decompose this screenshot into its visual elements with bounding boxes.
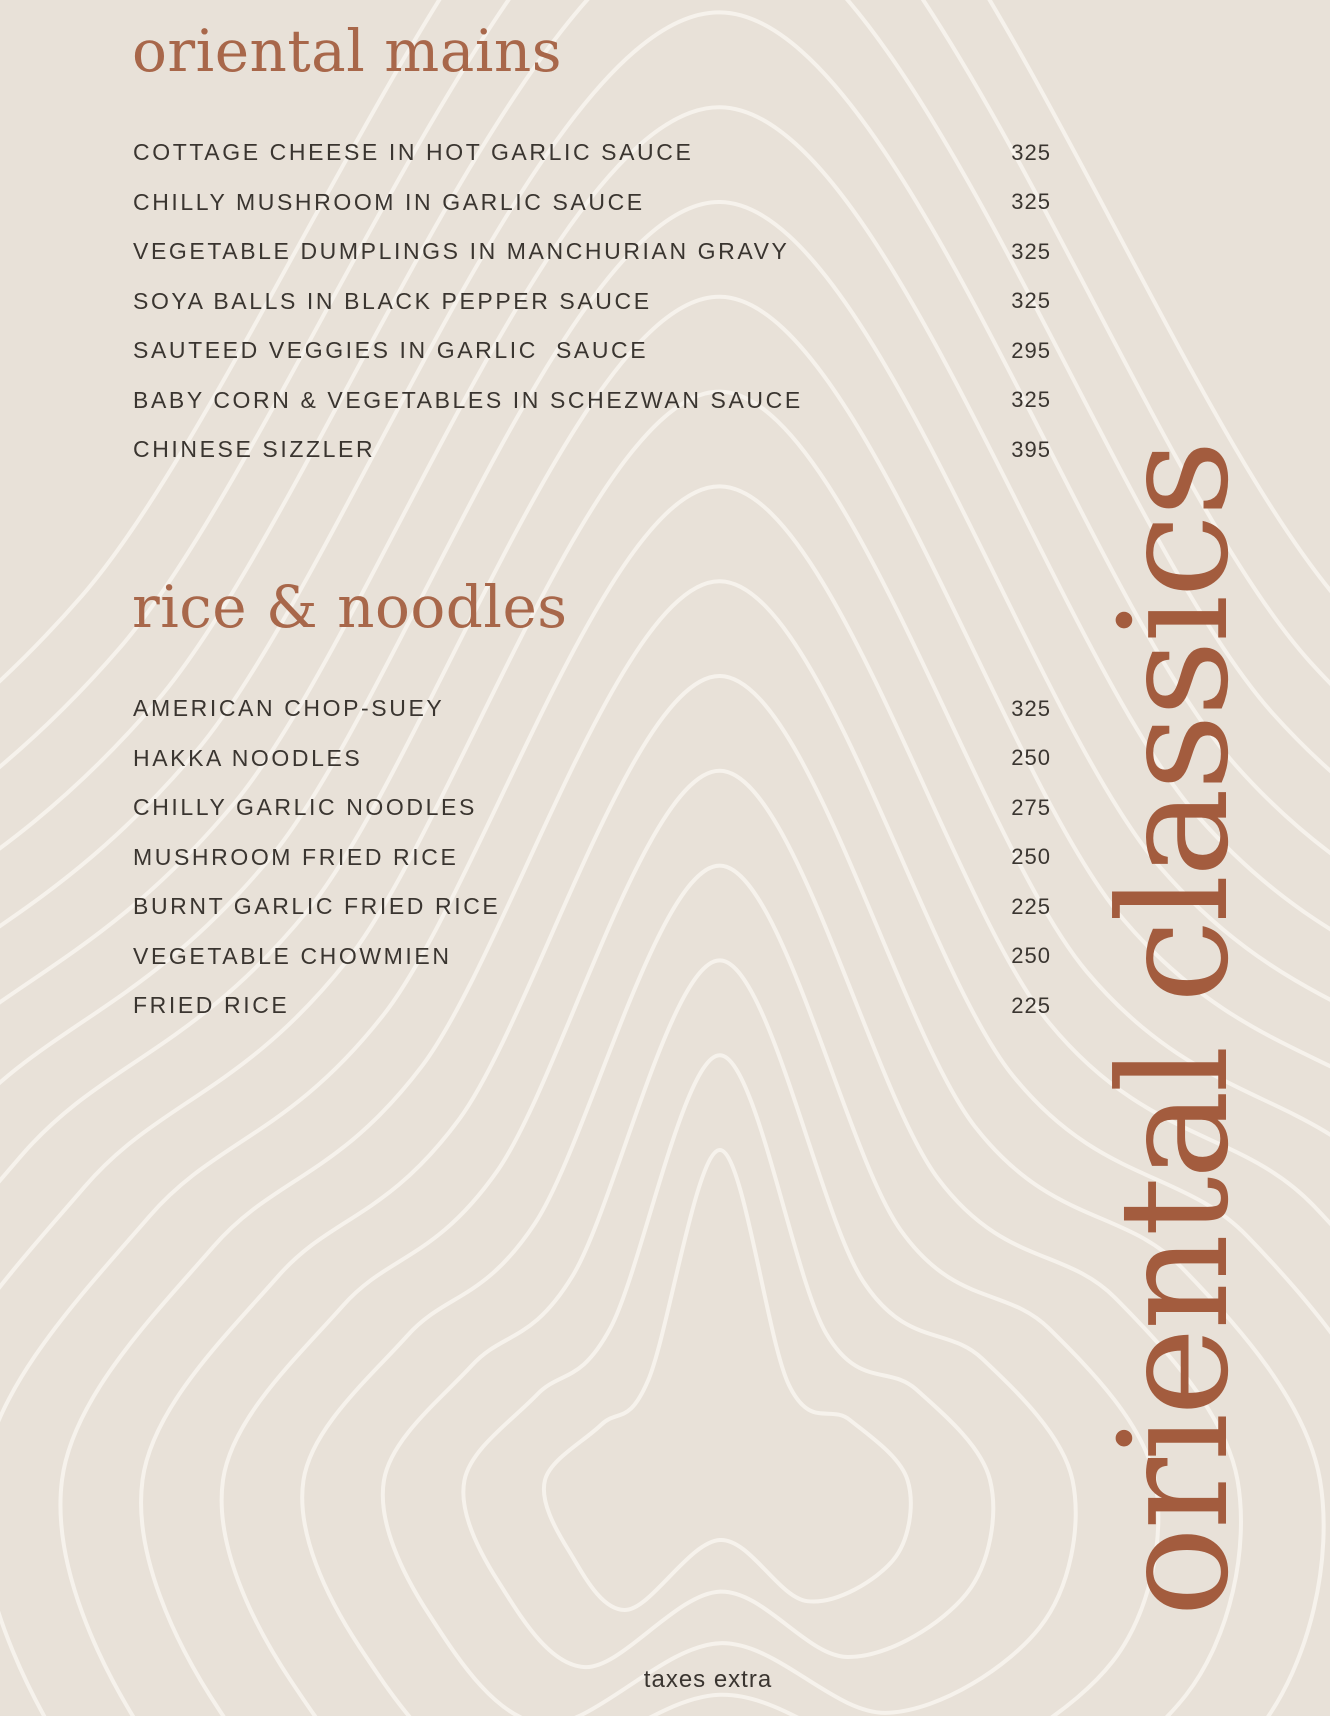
item-name: AMERICAN CHOP-SUEY xyxy=(133,695,445,722)
menu-item xyxy=(133,425,1051,475)
item-price: 250 xyxy=(1011,943,1051,969)
item-name: BURNT GARLIC FRIED RICE xyxy=(133,893,501,920)
menu-list-rice-noodles xyxy=(133,684,1051,1031)
wave-line xyxy=(463,1055,993,1667)
item-price: 225 xyxy=(1011,893,1051,919)
menu-item xyxy=(133,277,1051,327)
item-name: SAUTEED VEGGIES IN GARLIC SAUCE xyxy=(133,337,649,364)
menu-item xyxy=(133,734,1051,784)
item-price: 225 xyxy=(1011,992,1051,1018)
item-name: HAKKA NOODLES xyxy=(133,744,363,771)
item-name: CHILLY GARLIC NOODLES xyxy=(133,794,477,821)
item-price: 325 xyxy=(1011,387,1051,413)
menu-item xyxy=(133,882,1051,932)
item-price: 250 xyxy=(1011,844,1051,870)
item-price: 325 xyxy=(1011,695,1051,721)
item-price: 325 xyxy=(1011,139,1051,165)
item-price: 325 xyxy=(1011,238,1051,264)
section-title-rice-noodles: rice & noodles xyxy=(132,573,568,641)
menu-item xyxy=(133,227,1051,277)
item-price: 250 xyxy=(1011,745,1051,771)
item-price: 295 xyxy=(1011,337,1051,363)
menu-item xyxy=(133,178,1051,228)
menu-item xyxy=(133,128,1051,178)
menu-item xyxy=(133,326,1051,376)
item-name: MUSHROOM FRIED RICE xyxy=(133,843,459,870)
item-name: CHILLY MUSHROOM IN GARLIC SAUCE xyxy=(133,188,645,215)
vertical-page-title: oriental classics xyxy=(1088,442,1262,1618)
menu-item xyxy=(133,684,1051,734)
item-name: FRIED RICE xyxy=(133,992,290,1019)
item-name: VEGETABLE CHOWMIEN xyxy=(133,942,452,969)
item-name: CHINESE SIZZLER xyxy=(133,436,376,463)
item-name: COTTAGE CHEESE IN HOT GARLIC SAUCE xyxy=(133,139,694,166)
item-name: VEGETABLE DUMPLINGS IN MANCHURIAN GRAVY xyxy=(133,238,790,265)
item-price: 325 xyxy=(1011,189,1051,215)
menu-item xyxy=(133,932,1051,982)
menu-item xyxy=(133,376,1051,426)
item-name: SOYA BALLS IN BLACK PEPPER SAUCE xyxy=(133,287,652,314)
menu-item xyxy=(133,783,1051,833)
item-price: 395 xyxy=(1011,436,1051,462)
menu-item xyxy=(133,833,1051,883)
menu-item xyxy=(133,981,1051,1031)
footer-note: taxes extra xyxy=(643,1666,773,1693)
item-price: 275 xyxy=(1011,794,1051,820)
menu-list-oriental-mains xyxy=(133,128,1051,475)
section-title-oriental-mains: oriental mains xyxy=(132,17,562,85)
item-name: BABY CORN & VEGETABLES IN SCHEZWAN SAUCE xyxy=(133,386,803,413)
item-price: 325 xyxy=(1011,288,1051,314)
